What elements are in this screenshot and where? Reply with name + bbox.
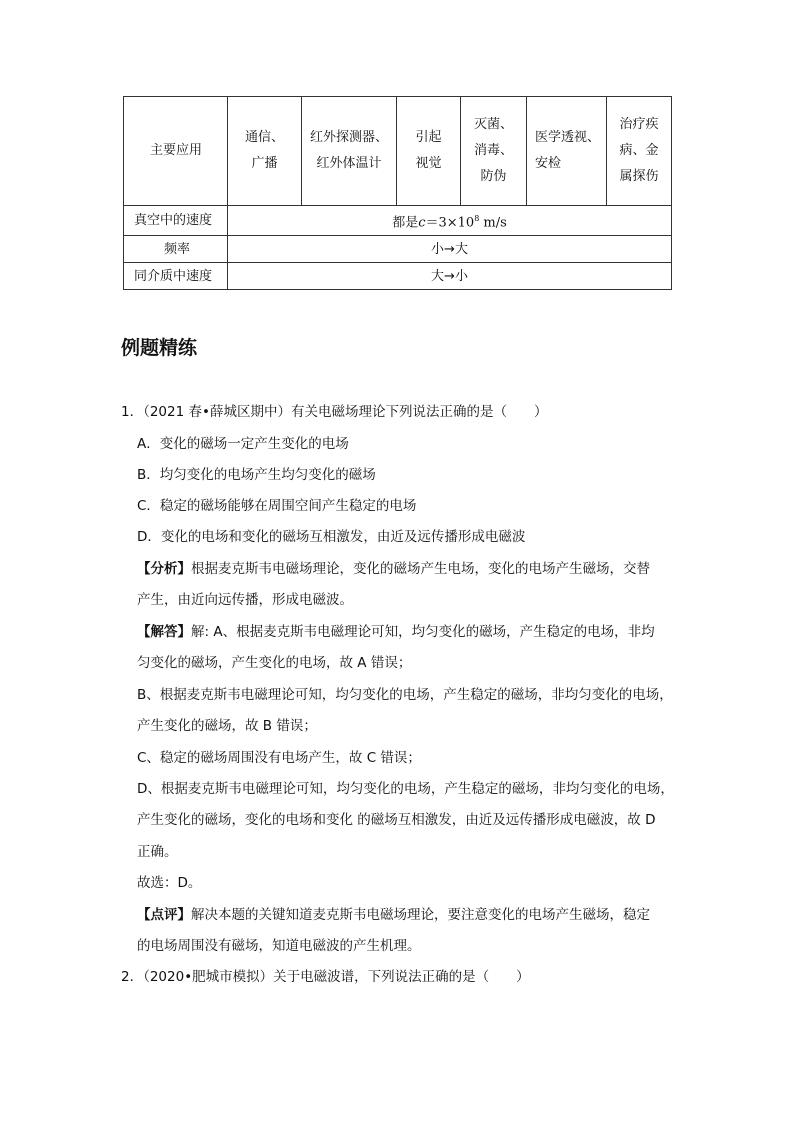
- answer-line-2: 匀变化的磁场，产生变化的电场，故 A 错误；: [137, 655, 412, 671]
- answer-line: [137, 622, 655, 642]
- frequency-row: [124, 236, 672, 263]
- app-line: 病、金: [619, 143, 659, 158]
- choose-line: 故选：D。: [137, 875, 202, 891]
- answer-line-7: 产生变化的磁场，变化的电场和变化 的磁场互相激发，由近及远传播形成电磁波，故 D: [137, 812, 656, 828]
- speed-prefix: 都是: [392, 215, 419, 231]
- app-radio: [228, 97, 302, 206]
- analysis-line: [137, 559, 650, 579]
- app-visible: [397, 97, 461, 206]
- app-line: 通信、: [244, 130, 284, 145]
- answer-line-4: 产生变化的磁场，故 B 错误；: [137, 718, 317, 734]
- app-xray: [527, 97, 607, 206]
- answer-tag: 【解答】: [137, 624, 191, 640]
- question-2-stem: 2．（2020•肥城市模拟）关于电磁波谱，下列说法正确的是（ ）: [121, 969, 530, 985]
- app-line: 灭菌、: [473, 117, 513, 132]
- app-line: 属探伤: [619, 169, 659, 184]
- comment-line: [137, 905, 650, 925]
- answer-line-6: D、根据麦克斯韦电磁理论可知，均匀变化的电场，产生稳定的磁场，非均匀变化的电场，: [137, 781, 674, 797]
- analysis-line-2: 产生，由近向远传播，形成电磁波。: [137, 592, 353, 608]
- analysis-tag: 【分析】: [137, 561, 191, 577]
- speed-var: c: [418, 215, 426, 231]
- speed-value: [228, 206, 672, 236]
- comment-tag: 【点评】: [137, 907, 191, 923]
- answer-line-8: 正确。: [137, 844, 178, 860]
- frequency-label: 频率: [124, 236, 228, 263]
- app-infrared: [302, 97, 397, 206]
- option-b[interactable]: B．均匀变化的电场产生均匀变化的磁场: [137, 467, 376, 483]
- comment-text: 解决本题的关键知道麦克斯韦电磁场理论，要注意变化的电场产生磁场，稳定: [191, 907, 650, 923]
- option-a[interactable]: A．变化的磁场一定产生变化的电场: [137, 436, 349, 452]
- app-line: 红外探测器、: [309, 130, 388, 145]
- speed-row: [124, 206, 672, 236]
- option-c[interactable]: C．稳定的磁场能够在周围空间产生稳定的电场: [137, 498, 417, 514]
- answer-text: 解: A、根据麦克斯韦电磁理论可知，均匀变化的磁场，产生稳定的电场，非均: [191, 624, 655, 640]
- option-d[interactable]: D．变化的电场和变化的磁场互相激发，由近及远传播形成电磁波: [137, 529, 526, 545]
- spectrum-table: [123, 96, 672, 290]
- app-line: 广播: [251, 156, 278, 171]
- medium-speed-label: 同介质中速度: [124, 263, 228, 290]
- speed-eq: ＝3×10: [425, 215, 475, 231]
- applications-row: [124, 97, 672, 206]
- medium-speed-value: 大→小: [228, 263, 672, 290]
- app-line: 安检: [535, 156, 562, 171]
- app-ultraviolet: [461, 97, 527, 206]
- app-line: 医学透视、: [535, 130, 601, 145]
- question-stem: 1．（2021 春•薛城区期中）有关电磁场理论下列说法正确的是（ ）: [121, 404, 548, 420]
- app-line: 视觉: [415, 156, 442, 171]
- app-line: 治疗疾: [619, 117, 659, 132]
- medium-speed-row: [124, 263, 672, 290]
- app-line: 引起: [415, 130, 442, 145]
- app-line: 消毒、: [473, 143, 513, 158]
- app-gamma: [607, 97, 672, 206]
- speed-label: 真空中的速度: [124, 206, 228, 236]
- app-line: 红外体温计: [316, 156, 382, 171]
- speed-unit: m/s: [479, 215, 507, 231]
- em-spectrum-table: [123, 96, 671, 290]
- app-line: 防伪: [480, 169, 507, 184]
- answer-line-5: C、稳定的磁场周围没有电场产生，故 C 错误；: [137, 750, 421, 766]
- frequency-value: 小→大: [228, 236, 672, 263]
- analysis-text: 根据麦克斯韦电磁场理论，变化的磁场产生电场，变化的电场产生磁场，交替: [191, 561, 650, 577]
- comment-line-2: 的电场周围没有磁场，知道电磁波的产生机理。: [137, 938, 421, 954]
- answer-line-3: B、根据麦克斯韦电磁理论可知，均匀变化的电场，产生稳定的磁场，非均匀变化的电场，: [137, 687, 673, 703]
- speed-exp: 8: [474, 214, 480, 223]
- section-title: 例题精练: [121, 337, 198, 359]
- applications-header: 主要应用: [124, 97, 228, 206]
